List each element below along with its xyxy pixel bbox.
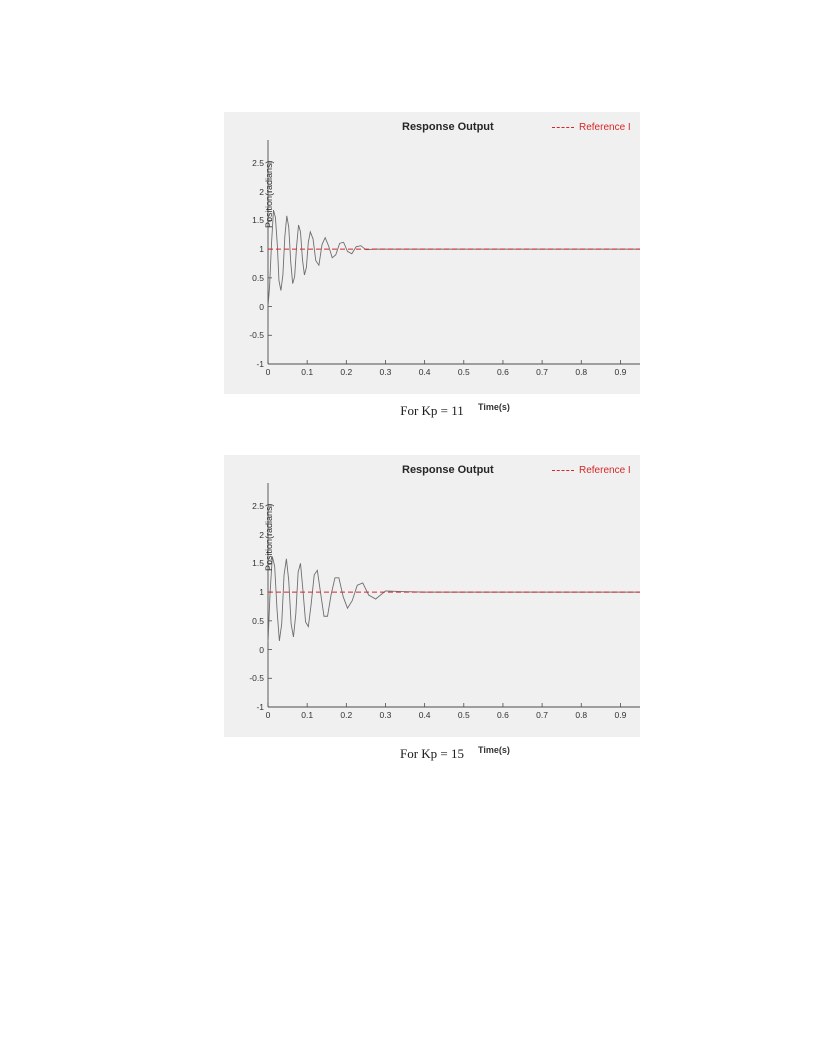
x-tick-label: 0.1 [301,367,314,377]
x-axis-label: Time(s) [478,402,510,412]
plot-canvas-2 [268,483,640,707]
legend-label: Reference I [579,465,631,476]
y-tick-label: -1 [256,359,264,369]
y-tick-label: 2 [259,186,264,197]
y-tick-label: 2.5 [252,157,264,168]
plot-title: Response Output [402,121,494,133]
legend [552,465,631,476]
y-tick-label: 0.5 [252,615,264,626]
y-tick-label: 2 [259,529,264,540]
y-tick-label: 0 [259,301,264,312]
x-tick-label: 0.2 [340,710,353,720]
plot-canvas-1 [268,140,640,364]
y-tick-label: 0.5 [252,272,264,283]
x-tick-label: 0.4 [418,710,431,720]
y-axis-label: Position(radians) [264,503,274,571]
y-tick-label: -1 [256,702,264,712]
x-tick-label: 0.7 [536,710,549,720]
y-tick-label: 1.5 [252,558,264,569]
y-tick-label: 0 [259,644,264,655]
y-axis-label: Position(radians) [264,160,274,228]
plot-header-2 [224,461,640,483]
x-tick-label: 0 [265,710,271,720]
x-tick-label: 0.6 [497,367,509,377]
x-tick-label: 0.9 [614,367,627,377]
x-tick-label: 0.6 [497,710,509,720]
x-tick-label: 0.5 [457,710,470,720]
x-tick-label: 0.7 [536,367,549,377]
y-tick-label: 2.5 [252,500,264,511]
figure-caption: For Kp = 11 [400,403,464,418]
legend-dash-icon [552,470,574,471]
x-tick-label: 0 [265,367,271,377]
y-tick-label: 1 [259,587,264,598]
plot-header-1 [224,118,640,140]
x-tick-label: 0.2 [340,367,353,377]
x-tick-label: 0.8 [575,367,588,377]
figure-caption: For Kp = 15 [399,746,465,761]
x-tick-label: 0.3 [379,367,392,377]
x-tick-label: 0.5 [457,367,470,377]
x-tick-label: 0.8 [575,710,588,720]
figure-kp-15 [224,455,640,762]
x-tick-label: 0.1 [301,710,314,720]
y-tick-label: 1.5 [252,215,264,226]
legend [552,122,631,133]
x-tick-label: 0.4 [418,367,431,377]
legend-dash-icon [552,127,574,128]
x-axis-label: Time(s) [478,745,510,755]
y-tick-label: -0.5 [249,673,264,684]
figure-kp-11 [224,112,640,419]
plot-title: Response Output [402,464,494,476]
y-tick-label: -0.5 [249,330,264,341]
legend-label: Reference I [579,122,631,133]
x-tick-label: 0.9 [614,710,627,720]
y-tick-label: 1 [259,244,264,255]
x-tick-label: 0.3 [379,710,392,720]
